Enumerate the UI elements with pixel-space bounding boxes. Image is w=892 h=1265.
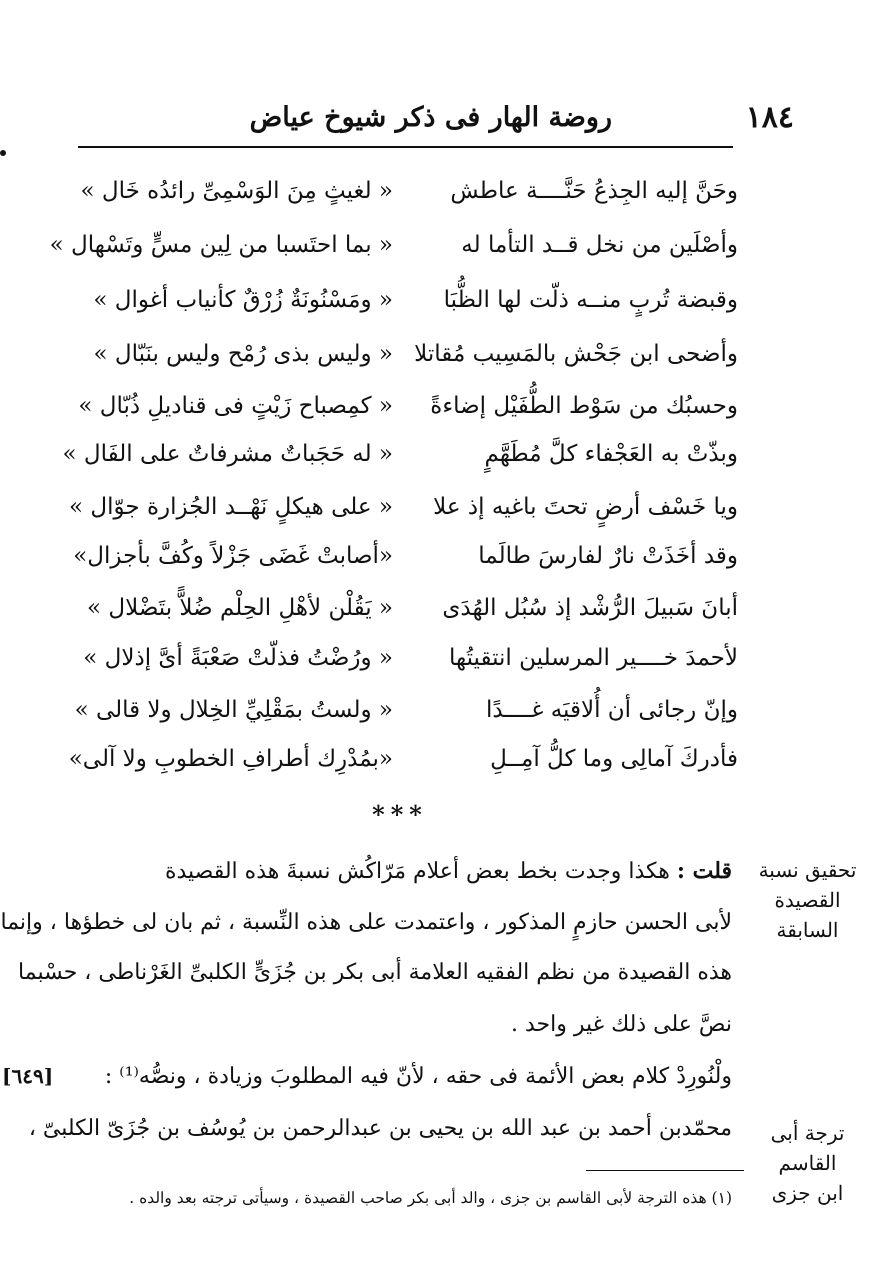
page-number: ١٨٤ [745,100,794,135]
manuscript-page-reference: [٦٤٩] [2,1064,54,1088]
header-rule [78,146,733,148]
poem-verse [70,697,738,743]
prose-line [87,858,732,884]
margin-note-line: ابن جزى [771,1181,844,1205]
prose-line: محمّدبن أحمد بن عبد الله بن يحيى بن عبدالرحمن بن يُوسُف بن جُزَىّ الكلبىّ ، [28,1116,732,1141]
poem-verse [70,393,738,439]
poem-verse [70,645,738,691]
verse-second-hemistich: « وليس بذى رُمْح وليس بنَبّال » [93,341,393,367]
verse-second-hemistich: « ولستُ بمَقْلِيِّ الخِلال ولا قالى » [74,697,393,723]
verse-first-hemistich: أبانَ سَبيلَ الرُّشْد إذ سُبُل الهُدَى [442,595,738,621]
verse-second-hemistich: « ومَسْنُونَةٌ زُرْقٌ كأنياب أغوال » [93,287,393,313]
verse-first-hemistich: وحَنَّ إليه الجِذعُ حَنَّــــة عاطش [450,178,738,204]
verse-second-hemistich: « يَقُلْن لأهْلِ الحِلْم ضُلاًّ بتَضْلال » [87,595,393,621]
footnote: (١) هذه الترجة لأبى القاسم بن جزى ، والد أبى بكر صاحب القصيدة ، وسيأتى ترجته بعد والده . [129,1189,732,1207]
prose-lead: قلت : [676,858,732,884]
poem-verse [62,441,738,487]
poem-verse [70,287,738,333]
verse-first-hemistich: لأحمدَ خــــير المرسلين انتقيتُها [448,645,738,671]
scan-speck [0,150,6,156]
prose-line: هذه القصيدة من نظم الفقيه العلامة أبى بكر بن جُزَىٍّ الكلبىِّ الغَرْناطى ، حسْبما [18,960,732,985]
verse-second-hemistich: « ورُضْتُ فذلّتْ صَعْبَةً أىَّ إذلال » [83,645,393,671]
verse-first-hemistich: وحسبُك من سَوْط الطُّفَيْل إضاءةً [430,393,738,419]
verse-first-hemistich: وإنّ رجائى أن أُلاقيَه غــــدًا [485,697,738,723]
poem-verse [70,178,738,224]
poem-verse [49,232,738,278]
verse-second-hemistich: « بما احتَسبا من لِين مسٍّ وتَسْهال » [49,232,393,258]
poem-verse [70,341,738,387]
margin-note-line: القصيدة السابقة [774,888,841,942]
poem-verse [70,494,738,540]
margin-note-line: ترجة أبى القاسم [770,1121,845,1175]
prose-line: لأبى الحسن حازمٍ المذكور ، واعتمدت على هذه النِّسبة ، ثم بان لى خطؤها ، وإنما [0,910,732,935]
margin-note-line: تحقيق نسبة [758,858,857,882]
prose-line: نصَّ على ذلك غير واحد . [511,1012,732,1037]
verse-first-hemistich: وأصْلَين من نخل قــد التأما له [461,232,738,258]
prose-line: ولْنُورِدْ كلام بعض الأئمة فى حقه ، لأنّ فيه المطلوبَ وزيادة ، ونصُّه⁽¹⁾ : [104,1064,732,1089]
margin-note-attribution [745,855,870,945]
footnote-rule [586,1170,744,1171]
poem-verse [70,746,738,792]
verse-first-hemistich: فأدركَ آمالِى وما كلُّ آمِــلِ [490,746,738,772]
verse-first-hemistich: وأضحى ابن جَحْش بالمَسِيب مُقاتلا [414,341,738,367]
verse-second-hemistich: « على هيكلٍ نَهْــد الجُزارة جوّال » [69,494,393,520]
poem-verse [70,595,738,641]
verse-first-hemistich: وقد أخَذَتْ نارٌ لفارسَ طالَما [478,543,738,569]
verse-second-hemistich: «بمُدْرِك أطرافِ الخطوبِ ولا آلى» [68,746,393,772]
verse-second-hemistich: « لغيثٍ مِنَ الوَسْمِىِّ رائدُه خَال » [80,178,393,204]
verse-second-hemistich: « له حَجَباتٌ مشرفاتٌ على الفَال » [62,441,393,467]
prose-text: هكذا وجدت بخط بعض أعلام مَرّاكُش نسبةَ هذه القصيدة [164,859,670,884]
section-separator: *** [372,800,428,829]
poem-verse [70,543,738,589]
verse-first-hemistich: وبذّتْ به العَجْفاء كلَّ مُطَهَّمٍ [484,441,738,467]
margin-note-biography [745,1118,870,1208]
verse-second-hemistich: « كمِصباح زَيْتٍ فى قناديلِ ذُبّال » [78,393,393,419]
verse-second-hemistich: «أصابتْ غَضَى جَزْلاً وكُفَّ بأجزال» [73,543,393,569]
verse-first-hemistich: وقبضة تُربٍ منــه ذلّت لها الظُّبَا [443,287,738,313]
verse-first-hemistich: ويا خَسْف أرضٍ تحتَ باغيه إذ علا [433,494,738,520]
running-title: روضة الهار فى ذكر شيوخ عياض [249,102,612,133]
